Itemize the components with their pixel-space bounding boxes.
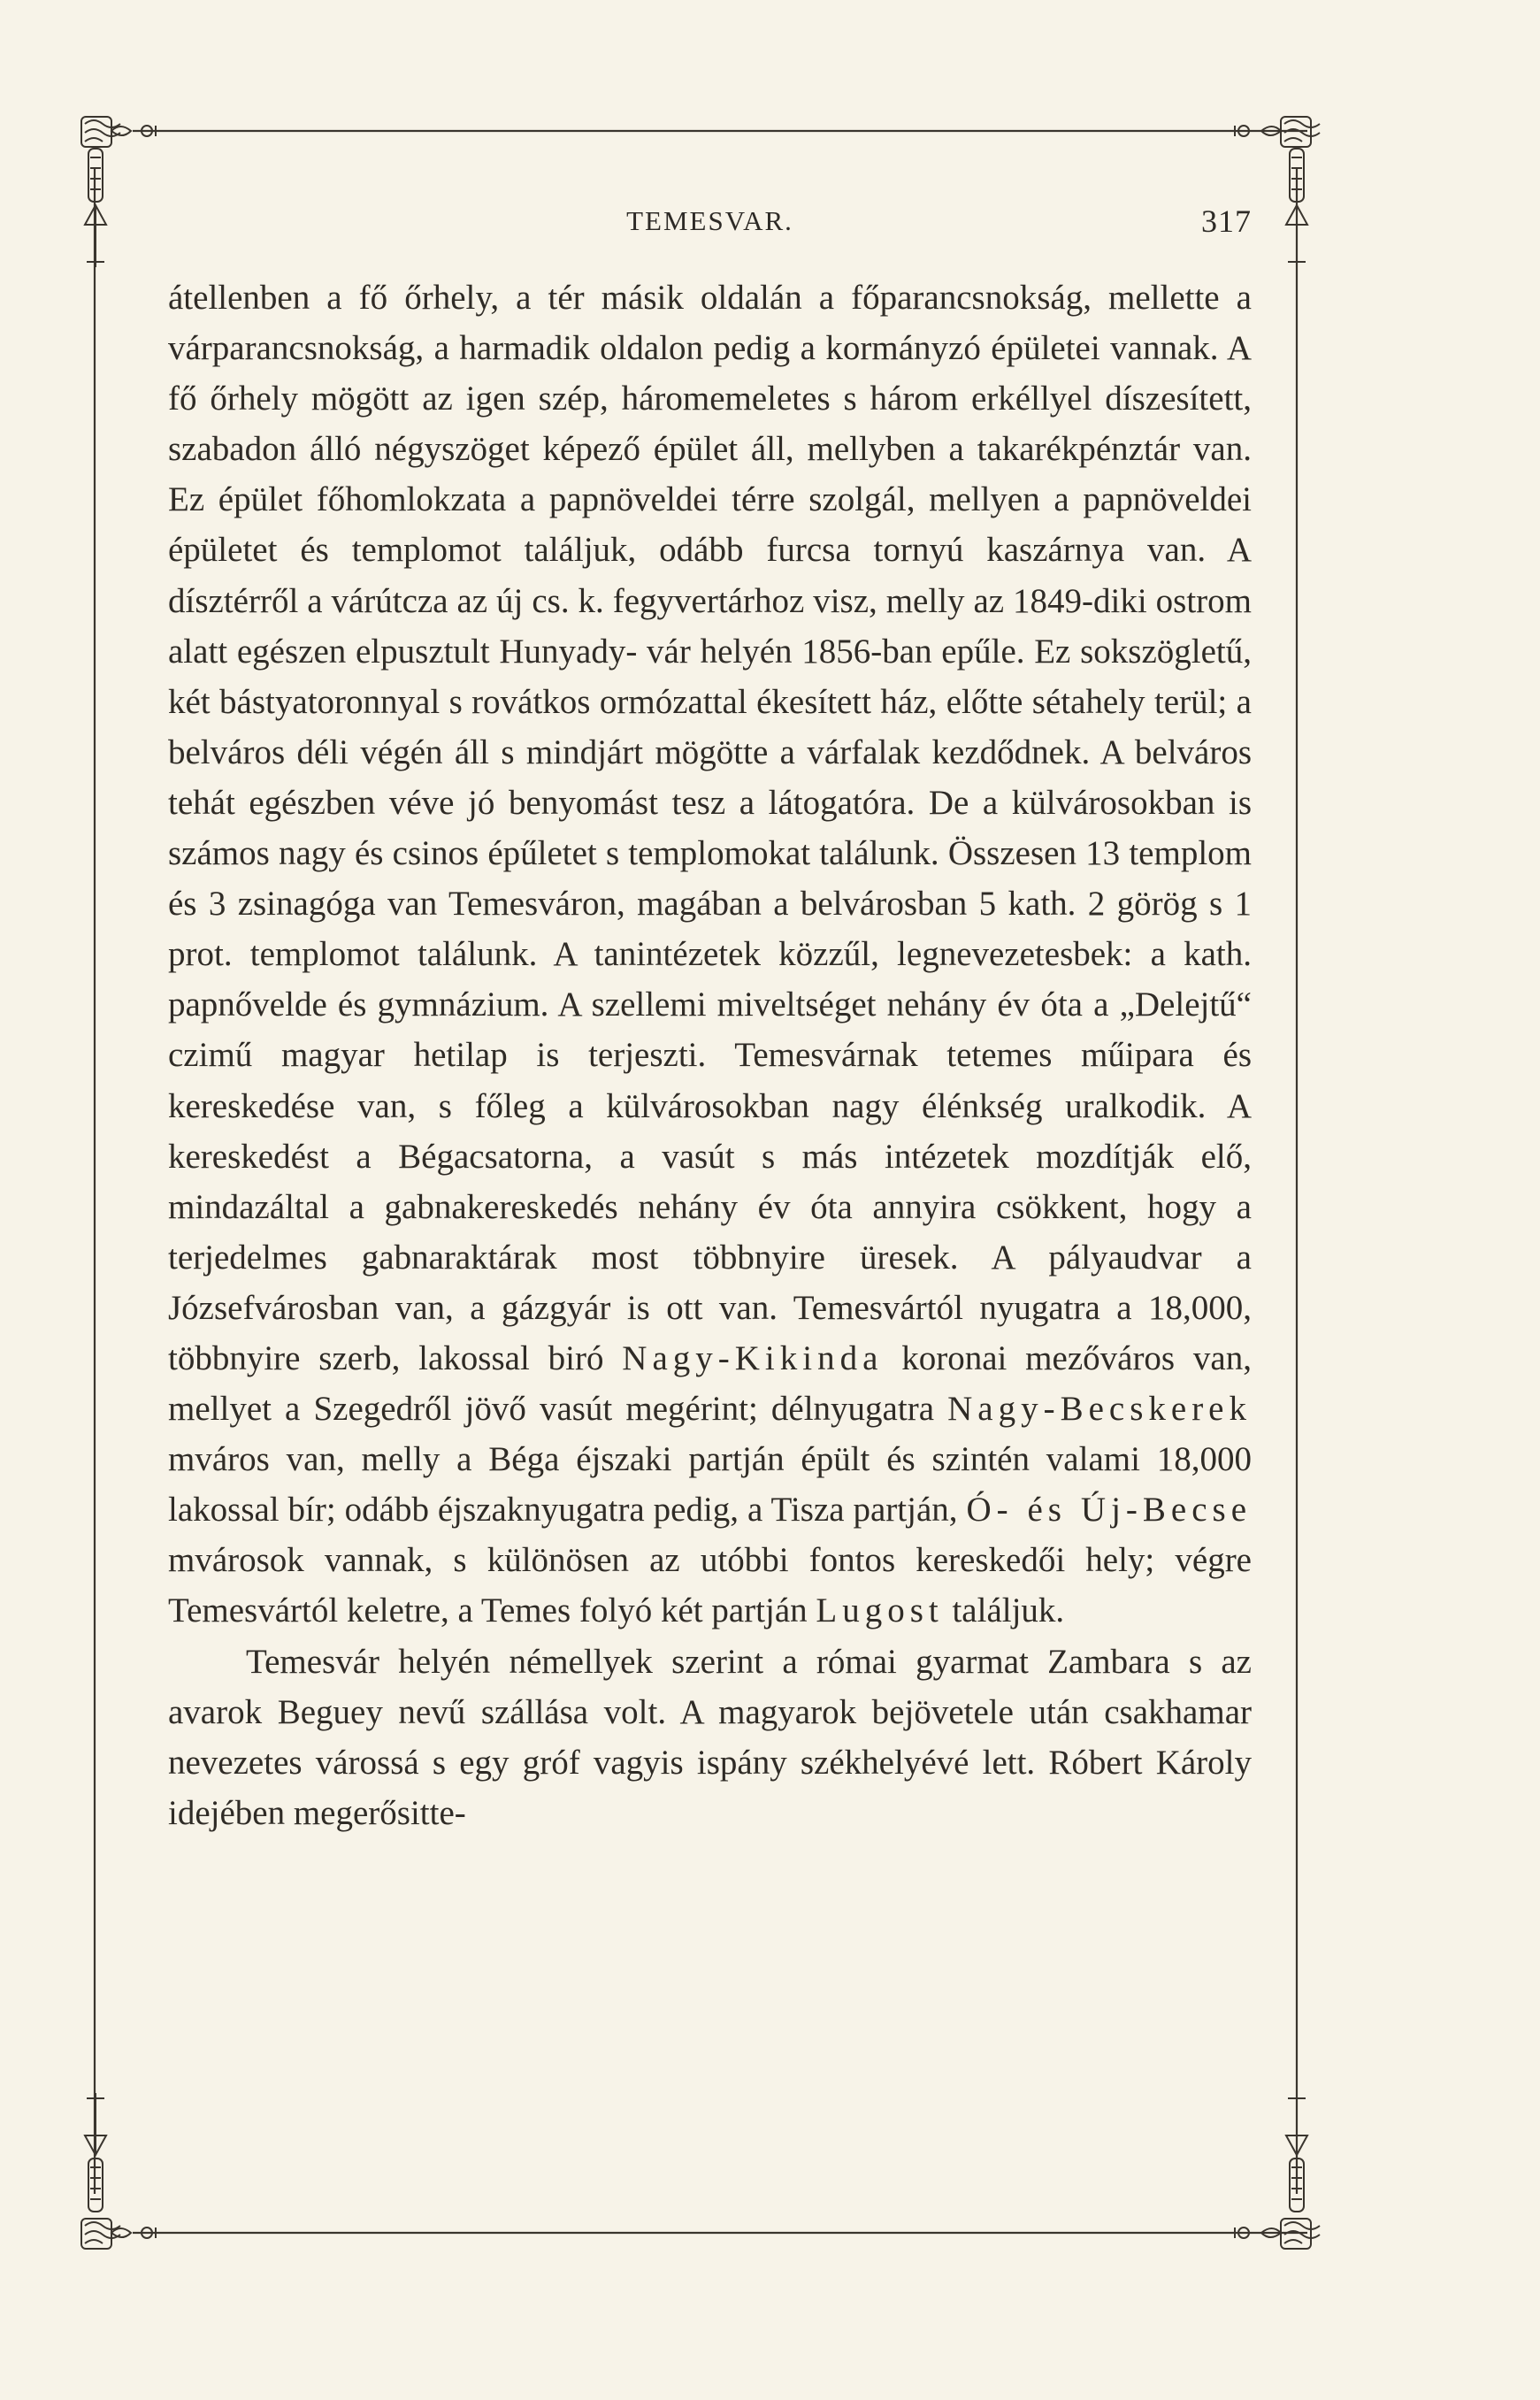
place-name-becse: Ó- és Új-Becse bbox=[966, 1491, 1253, 1530]
corner-ornament-bottom-left bbox=[81, 2093, 166, 2249]
running-header bbox=[168, 199, 1252, 252]
paragraph-1-part-4: mvárosok vannak, s különösen az utóbbi fontos kereskedői hely; végre Temesvártól keletre, a Temes folyó két partján bbox=[168, 1541, 1252, 1630]
place-name-nagy-becskerek: Nagy-Becskerek bbox=[947, 1390, 1252, 1429]
body-text bbox=[168, 272, 1252, 2174]
paragraph-1-part-1: átellenben a fő őrhely, a tér másik oldalán a főparancsnokság, mellette a várparancsnokság, a harmadik oldalon pedig a kormányzó épületei vannak. A fő őrhely mögött az igen szép, háromemeletes s három erkéllyel díszesített, szabadon álló négyszöget képező épület áll, mellyben a takarékpénztár van. Ez épület főhomlokzata a papnöveldei térre szolgál, mellyen a papnöveldei épületet és templomot találjuk, odább furcsa tornyú kaszárnya van. A dísztérről a várútcza az új cs. k. fegyvertárhoz visz, melly az 1849-diki ostrom alatt egészen elpusztult Hunyady- vár helyén 1856-ban epűle. Ez sokszögletű, két bástyatoronnyal s rovátkos ormózattal ékesített ház, előtte sétahely terül; a belváros déli végén áll s mindjárt mögötte a várfalak kezdődnek. A belváros tehát egészben véve jó benyomást tesz a látogatóra. De a külvárosokban is számos nagy és csinos épűletet s templomokat találunk. Összesen 13 templom és 3 zsinagóga van Temesváron, magában a belvárosban 5 kath. 2 görög s 1 prot. templomot találunk. A tanintézetek közzűl, legnevezetesbek: a kath. papnővelde és gymnázium. A szellemi miveltséget nehány év óta a „Delejtű“ czimű magyar hetilap is terjeszti. Temesvárnak tetemes műipara és kereskedése van, s főleg a külvárosokban nagy élénkség uralkodik. A kereskedést a Bégacsatorna, a vasút s más intézetek mozdítják elő, mindazáltal a gabnakereskedés nehány év óta annyira csökkent, hogy a terjedelmes gabnaraktárak most többnyire üresek. A pályaudvar a Józsefvárosban van, a gázgyár is ott van. Temesvártól nyugatra a 18,000, többnyire szerb, lakossal biró bbox=[168, 279, 1252, 1377]
place-name-nagy-kikinda: Nagy-Kikinda bbox=[622, 1338, 884, 1377]
place-name-lugos: Lugost bbox=[816, 1591, 944, 1630]
corner-ornament-top-left bbox=[81, 117, 166, 267]
paragraph-1-part-2: koronai mezőváros van, mellyet a Szegedről jövő vasút megérint; délnyugatra bbox=[168, 1338, 1252, 1429]
paragraph-1-part-3: mváros van, melly a Béga éjszaki partján épült és szintén valami 18,000 lakossal bír; odább éjszaknyugatra pedig, a Tisza partján, bbox=[168, 1440, 1252, 1530]
paragraph-2: Temesvár helyén némellyek szerint a római gyarmat Zambara s az avarok Beguey nevű szállása volt. A magyarok bejövetele után csakhamar nevezetes várossá s egy gróf vagyis ispány székhelyévé lett. Róbert Károly idejében megerősitte- bbox=[168, 1642, 1252, 1832]
paragraph-1 bbox=[168, 272, 1252, 1637]
page-number: 317 bbox=[1201, 203, 1252, 239]
page-title: TEMESVAR. bbox=[626, 205, 793, 236]
paragraph-1-part-5: találjuk. bbox=[952, 1591, 1065, 1630]
